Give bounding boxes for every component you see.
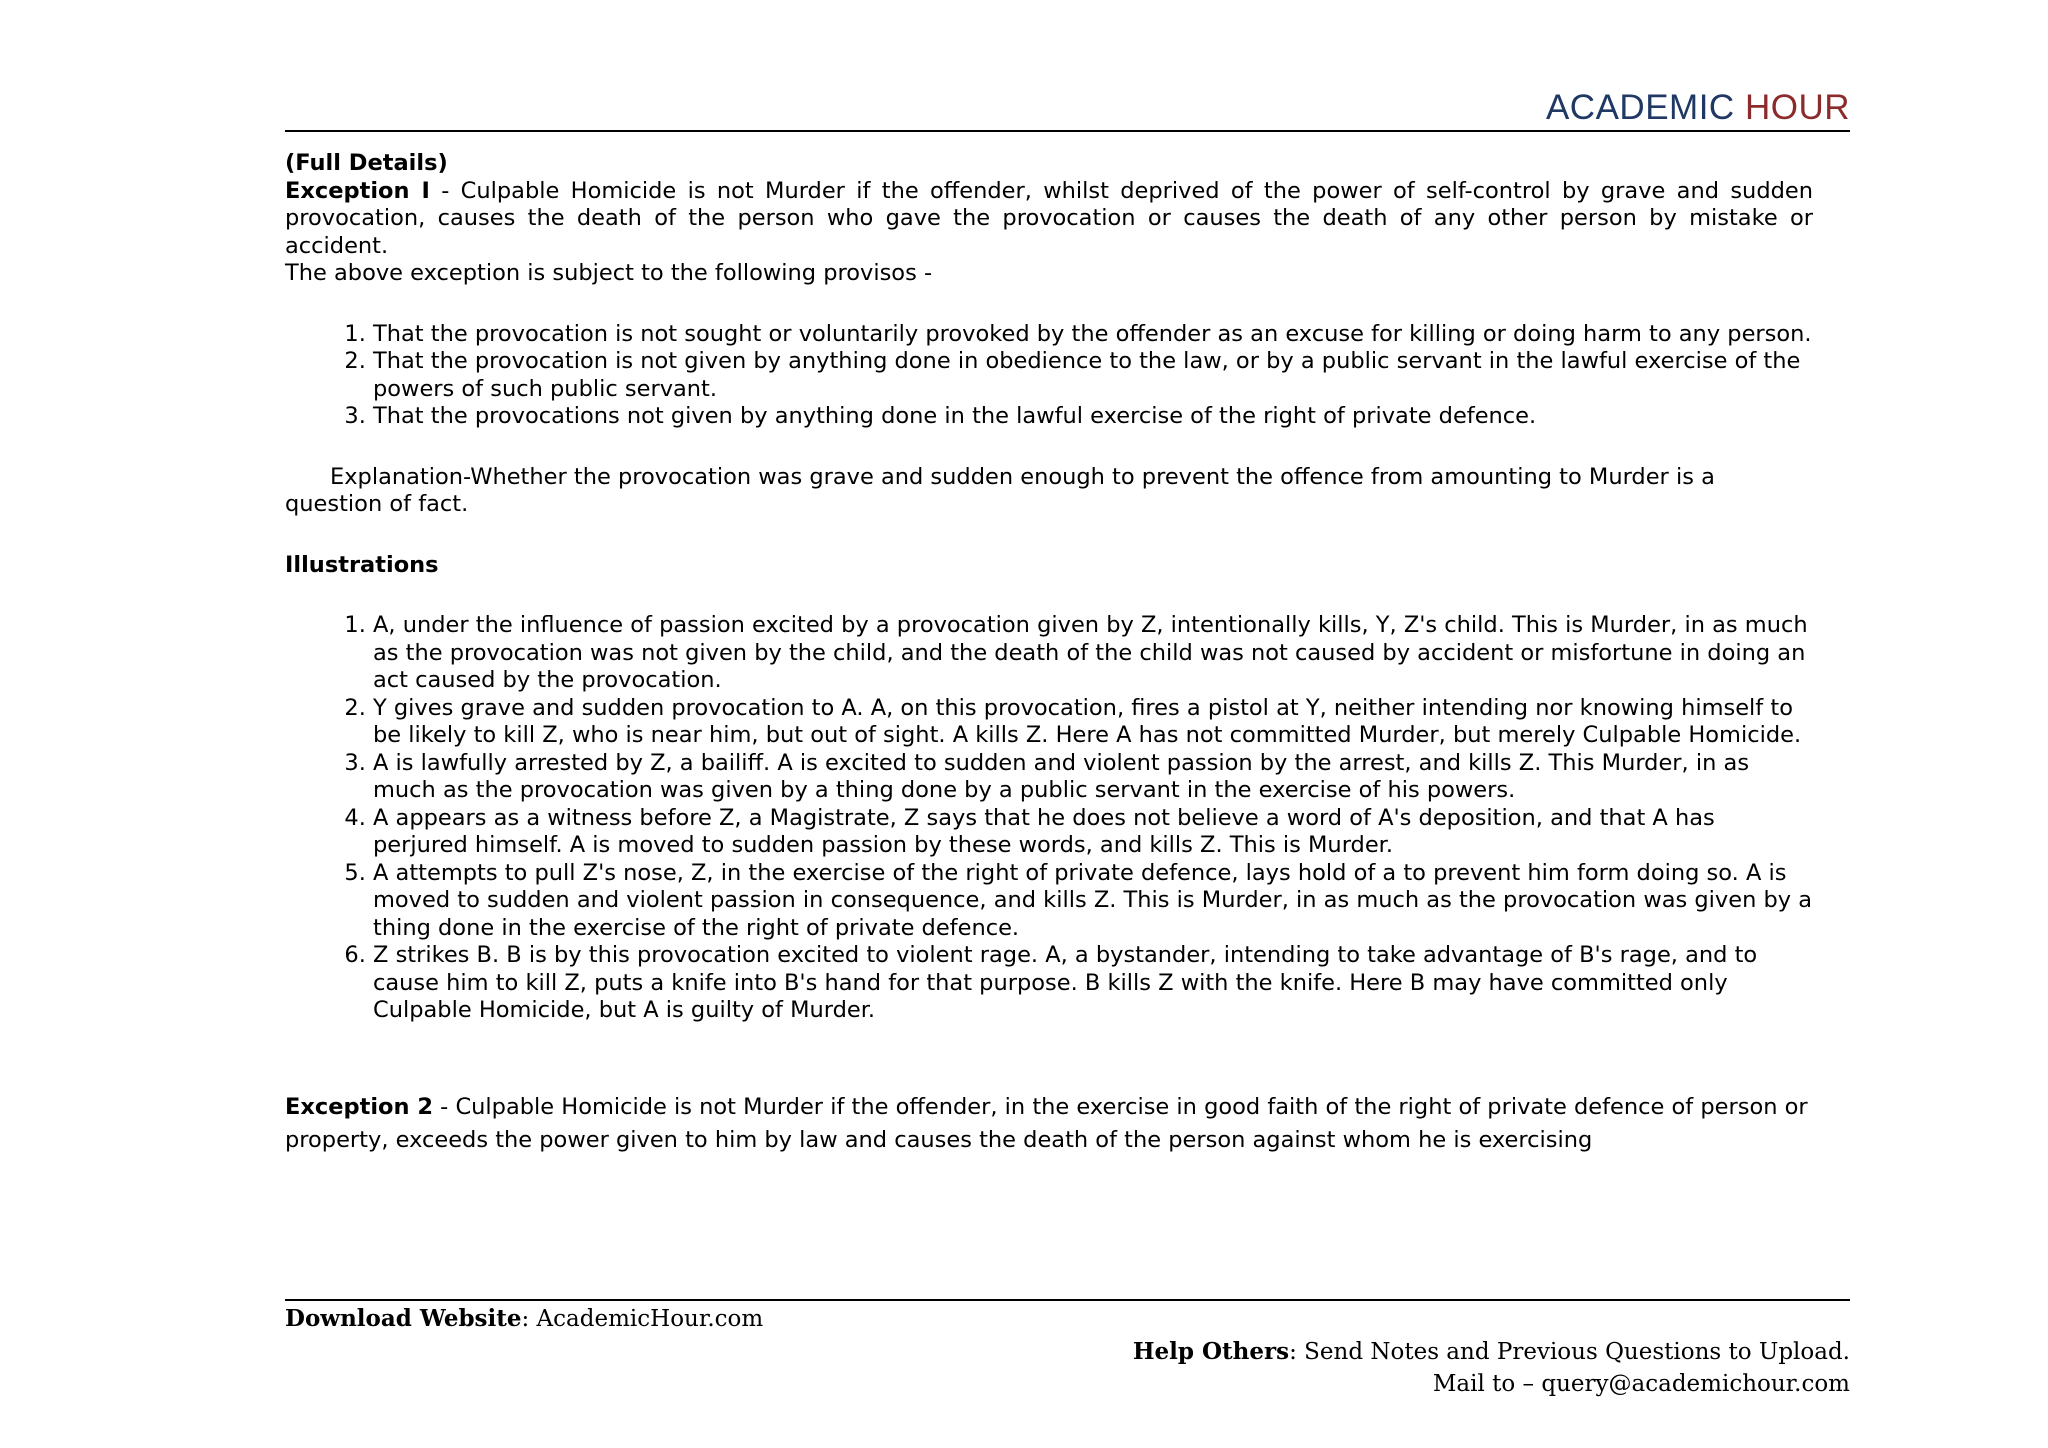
list-item: 5. A attempts to pull Z's nose, Z, in the exercise of the right of private defence, lays hold of a to prevent him form doing so. A is moved to sudden and violent passion in consequence, and kills Z. This is Murder, in as much as the provocation was given by a thing done in the exercise of the right of private defence. bbox=[373, 860, 1813, 943]
footer-help bbox=[285, 1335, 1850, 1369]
footer-download bbox=[285, 1302, 1850, 1336]
brand-hour: HOUR bbox=[1744, 88, 1850, 127]
help-text: : Send Notes and Previous Questions to Upload. bbox=[1289, 1339, 1850, 1365]
list-item: 3. A is lawfully arrested by Z, a bailiff. A is excited to sudden and violent passion by the arrest, and kills Z. This Murder, in as much as the provocation was given by a thing done by a public servant in the exercise of his powers. bbox=[373, 750, 1813, 805]
list-item: 3. That the provocations not given by anything done in the lawful exercise of the right of private defence. bbox=[373, 403, 1813, 431]
illustrations-list bbox=[285, 612, 1813, 1025]
list-item: 1. A, under the influence of passion excited by a provocation given by Z, intentionally kills, Y, Z's child. This is Murder, in as much as the provocation was not given by the child, and the death of the child was not caused by accident or misfortune in doing an act caused by the provocation. bbox=[373, 612, 1813, 695]
download-label: Download Website bbox=[285, 1305, 522, 1332]
header-divider bbox=[285, 130, 1850, 132]
list-item: 1. That the provocation is not sought or voluntarily provoked by the offender as an excuse for killing or doing harm to any person. bbox=[373, 321, 1813, 349]
footer-mail bbox=[285, 1368, 1850, 1401]
list-item: 2. Y gives grave and sudden provocation to A. A, on this provocation, fires a pistol at Y, neither intending nor knowing himself to be likely to kill Z, who is near him, but out of sight. A kills Z. Here A has not committed Murder, but merely Culpable Homicide. bbox=[373, 695, 1813, 750]
exception-2-paragraph bbox=[285, 1091, 1813, 1157]
list-item: 6. Z strikes B. B is by this provocation excited to violent rage. A, a bystander, intending to take advantage of B's rage, and to cause him to kill Z, puts a knife into B's hand for that purpose. B kills Z with the knife. Here B may have committed only Culpable Homicide, but A is guilty of Murder. bbox=[373, 942, 1813, 1025]
explanation-paragraph: Explanation-Whether the provocation was grave and sudden enough to prevent the offence from amounting to Murder is a question of fact. bbox=[285, 463, 1715, 517]
help-label: Help Others bbox=[1132, 1338, 1290, 1365]
document-page bbox=[285, 0, 1850, 1448]
exception-1-text: - Culpable Homicide is not Murder if the offender, whilst deprived of the power of self-control by grave and sudden provocation, causes the death of the person who gave the provocation or causes the death of any other person by mistake or accident. bbox=[285, 177, 1813, 259]
list-item: 2. That the provocation is not given by anything done in obedience to the law, or by a public servant in the lawful exercise of the powers of such public servant. bbox=[373, 348, 1813, 403]
brand-logo bbox=[1546, 88, 1850, 128]
document-body bbox=[285, 150, 1813, 1157]
exception-1-paragraph bbox=[285, 178, 1813, 261]
list-item: 4. A appears as a witness before Z, a Magistrate, Z says that he does not believe a word of A's deposition, and that A has perjured himself. A is moved to sudden passion by these words, and kills Z. This is Murder. bbox=[373, 805, 1813, 860]
brand-academic: ACADEMIC bbox=[1545, 88, 1735, 127]
footer-divider bbox=[285, 1299, 1850, 1301]
mail-link[interactable]: Mail to – query@academichour.com bbox=[1432, 1371, 1850, 1397]
illustrations-heading: Illustrations bbox=[285, 551, 439, 578]
exception-2-text: - Culpable Homicide is not Murder if the offender, in the exercise in good faith of the right of private defence of person or property, exceeds the power given to him by law and causes the death of the person against whom he is exercising bbox=[285, 1093, 1808, 1153]
exception-1-label: Exception I bbox=[285, 177, 430, 204]
download-link[interactable]: : AcademicHour.com bbox=[521, 1306, 764, 1332]
exception-2-label: Exception 2 bbox=[285, 1093, 434, 1120]
provisos-intro: The above exception is subject to the following provisos - bbox=[285, 260, 933, 286]
provisos-list bbox=[285, 321, 1813, 431]
full-details-heading: (Full Details) bbox=[285, 150, 448, 176]
